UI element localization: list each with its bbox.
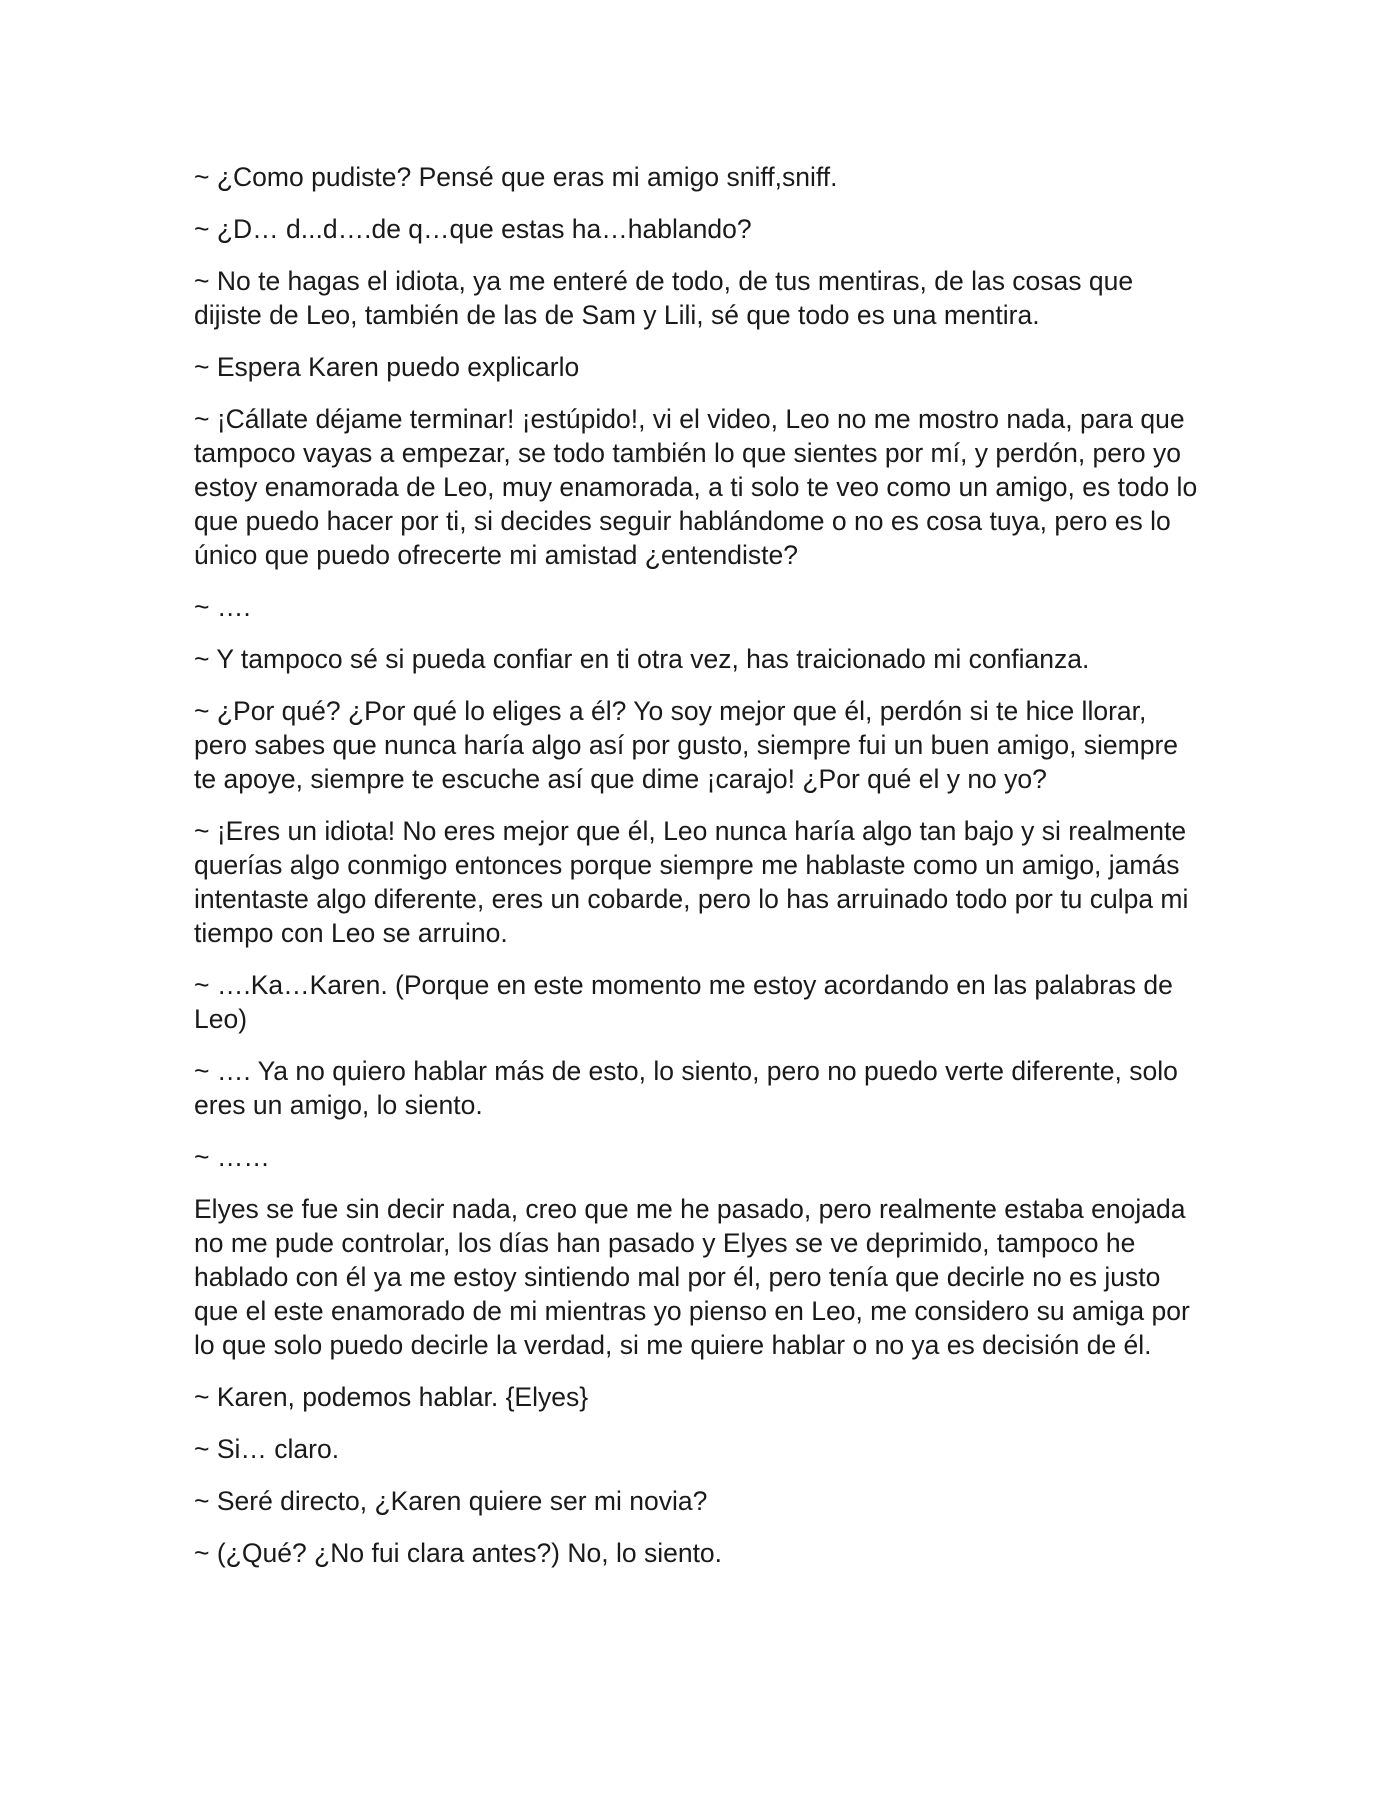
dialogue-line: ~ Y tampoco sé si pueda confiar en ti otra vez, has traicionado mi confianza.: [194, 644, 1090, 674]
dialogue-line: ~ Si… claro.: [194, 1434, 340, 1464]
dialogue-line: ~ Karen, podemos hablar. {Elyes}: [194, 1382, 589, 1412]
dialogue-line: ~ ….Ka…Karen. (Porque en este momento me estoy acordando en las palabras de Leo): [194, 970, 1181, 1034]
dialogue-line: ~ ¡Eres un idiota! No eres mejor que él, Leo nunca haría algo tan bajo y si realmente querías algo conmigo entonces porque siempre me hablaste como un amigo, jamás intentaste algo diferente, eres un cobarde, pero lo has arruinado todo por tu culpa mi tiempo con Leo se arruino.: [194, 816, 1196, 948]
dialogue-line: ~ ¿Por qué? ¿Por qué lo eliges a él? Yo soy mejor que él, perdón si te hice llorar, pero sabes que nunca haría algo así por gusto, siempre fui un buen amigo, siempre te apoye, siempre te escuche así que dime ¡carajo! ¿Por qué el y no yo?: [194, 696, 1186, 794]
document-body: [194, 160, 1204, 1588]
dialogue-line: ~ No te hagas el idiota, ya me enteré de todo, de tus mentiras, de las cosas que dijiste de Leo, también de las de Sam y Lili, sé que todo es una mentira.: [194, 266, 1141, 330]
dialogue-line: ~ Seré directo, ¿Karen quiere ser mi novia?: [194, 1486, 708, 1516]
dialogue-line: ~ Espera Karen puedo explicarlo: [194, 352, 580, 382]
dialogue-line: ~ ¡Cállate déjame terminar! ¡estúpido!, vi el video, Leo no me mostro nada, para que tampoco vayas a empezar, se todo también lo que sientes por mí, y perdón, pero yo estoy enamorada de Leo, muy enamorada, a ti solo te veo como un amigo, es todo lo que puedo hacer por ti, si decides seguir hablándome o no es cosa tuya, pero es lo único que puedo ofrecerte mi amistad ¿entendiste?: [194, 404, 1205, 570]
dialogue-line: ~ ¿Como pudiste? Pensé que eras mi amigo sniff,sniff.: [194, 162, 838, 192]
narration-paragraph: Elyes se fue sin decir nada, creo que me he pasado, pero realmente estaba enojada no me pude controlar, los días han pasado y Elyes se ve deprimido, tampoco he hablado con él ya me estoy sintiendo mal por él, pero tenía que decirle no es justo que el este enamorado de mi mientras yo pienso en Leo, me considero su amiga por lo que solo puedo decirle la verdad, si me quiere hablar o no ya es decisión de él.: [194, 1194, 1198, 1360]
dialogue-line: ~ (¿Qué? ¿No fui clara antes?) No, lo siento.: [194, 1538, 723, 1568]
dialogue-line: ~ …. Ya no quiero hablar más de esto, lo siento, pero no puedo verte diferente, solo eres un amigo, lo siento.: [194, 1056, 1186, 1120]
dialogue-line: ~ ¿D… d...d….de q…que estas ha…hablando?: [194, 214, 752, 244]
dialogue-line: ~ ……: [194, 1142, 270, 1172]
dialogue-line: ~ ….: [194, 592, 251, 622]
